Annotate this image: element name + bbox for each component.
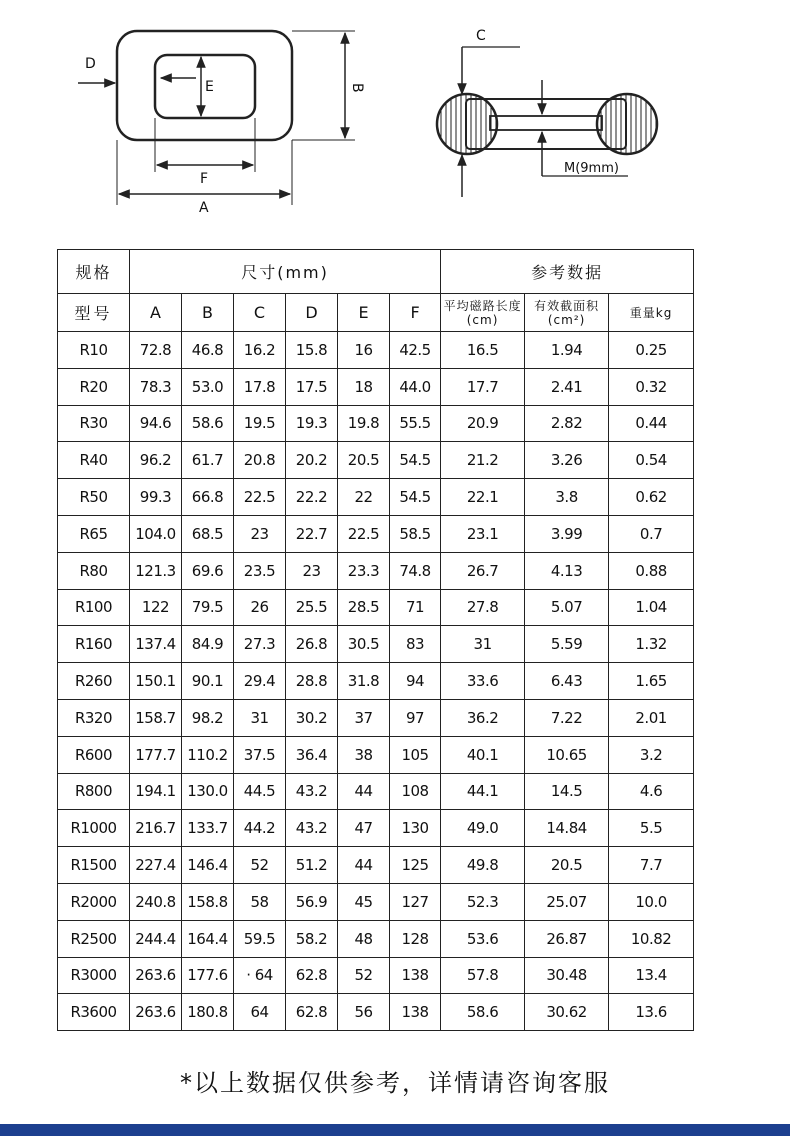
f-cell: 94 — [390, 663, 441, 700]
e-cell: 28.5 — [338, 589, 390, 626]
path-length-cell: 27.8 — [441, 589, 525, 626]
model-header-bottom: 型号 — [58, 294, 130, 332]
b-cell: 69.6 — [182, 552, 234, 589]
weight-cell: 1.32 — [609, 626, 694, 663]
model-cell: R600 — [58, 736, 130, 773]
weight-cell: 10.82 — [609, 920, 694, 957]
effective-area-cell: 20.5 — [525, 847, 609, 884]
spec-table — [57, 249, 694, 1031]
dim-c-label: C — [476, 28, 486, 44]
path-length-cell: 16.5 — [441, 332, 525, 369]
path-length-cell: 36.2 — [441, 699, 525, 736]
a-cell: 158.7 — [130, 699, 182, 736]
d-cell: 22.2 — [286, 479, 338, 516]
e-cell: 47 — [338, 810, 390, 847]
weight-cell: 7.7 — [609, 847, 694, 884]
model-cell: R320 — [58, 699, 130, 736]
path-length-cell: 58.6 — [441, 994, 525, 1031]
model-cell: R40 — [58, 442, 130, 479]
col-b-header: B — [182, 294, 234, 332]
weight-cell: 2.01 — [609, 699, 694, 736]
table-row — [58, 479, 694, 516]
model-cell: R160 — [58, 626, 130, 663]
c-cell: 17.8 — [234, 368, 286, 405]
effective-area-cell: 25.07 — [525, 883, 609, 920]
weight-cell: 0.54 — [609, 442, 694, 479]
model-cell: R50 — [58, 479, 130, 516]
effective-area-cell: 30.62 — [525, 994, 609, 1031]
path-length-cell: 22.1 — [441, 479, 525, 516]
c-cell: 27.3 — [234, 626, 286, 663]
path-length-cell: 49.8 — [441, 847, 525, 884]
b-cell: 164.4 — [182, 920, 234, 957]
table-row — [58, 847, 694, 884]
a-cell: 150.1 — [130, 663, 182, 700]
e-cell: 22 — [338, 479, 390, 516]
dim-a-label: A — [199, 200, 209, 216]
b-cell: 79.5 — [182, 589, 234, 626]
weight-cell: 5.5 — [609, 810, 694, 847]
table-row — [58, 405, 694, 442]
f-cell: 138 — [390, 994, 441, 1031]
dim-b-label: B — [349, 83, 365, 93]
col-f-header: F — [390, 294, 441, 332]
effective-area-cell: 7.22 — [525, 699, 609, 736]
dim-d-label: D — [85, 56, 96, 72]
b-cell: 146.4 — [182, 847, 234, 884]
f-cell: 105 — [390, 736, 441, 773]
b-cell: 158.8 — [182, 883, 234, 920]
d-cell: 56.9 — [286, 883, 338, 920]
model-cell: R2000 — [58, 883, 130, 920]
table-row — [58, 920, 694, 957]
b-cell: 130.0 — [182, 773, 234, 810]
b-cell: 66.8 — [182, 479, 234, 516]
table-row — [58, 368, 694, 405]
weight-cell: 13.4 — [609, 957, 694, 994]
weight-cell: 0.44 — [609, 405, 694, 442]
model-cell: R3600 — [58, 994, 130, 1031]
f-cell: 54.5 — [390, 442, 441, 479]
weight-cell: 0.32 — [609, 368, 694, 405]
f-cell: 42.5 — [390, 332, 441, 369]
d-cell: 62.8 — [286, 957, 338, 994]
d-cell: 43.2 — [286, 773, 338, 810]
model-cell: R65 — [58, 515, 130, 552]
effective-area-cell: 14.5 — [525, 773, 609, 810]
f-cell: 127 — [390, 883, 441, 920]
weight-cell: 0.7 — [609, 515, 694, 552]
table-header-row-top — [58, 250, 694, 294]
effective-area-cell: 5.07 — [525, 589, 609, 626]
path-length-cell: 52.3 — [441, 883, 525, 920]
col-a-header: A — [130, 294, 182, 332]
c-cell: 16.2 — [234, 332, 286, 369]
c-cell: 44.5 — [234, 773, 286, 810]
weight-cell: 0.88 — [609, 552, 694, 589]
a-cell: 263.6 — [130, 957, 182, 994]
path-length-cell: 40.1 — [441, 736, 525, 773]
e-cell: 31.8 — [338, 663, 390, 700]
weight-header: 重量kg — [609, 294, 694, 332]
a-cell: 244.4 — [130, 920, 182, 957]
b-cell: 68.5 — [182, 515, 234, 552]
path-length-cell: 26.7 — [441, 552, 525, 589]
bottom-accent-bar — [0, 1124, 790, 1136]
cross-section-left-circle — [437, 94, 497, 154]
d-cell: 25.5 — [286, 589, 338, 626]
c-cell: 52 — [234, 847, 286, 884]
c-cell: 29.4 — [234, 663, 286, 700]
a-cell: 96.2 — [130, 442, 182, 479]
table-row — [58, 699, 694, 736]
b-cell: 53.0 — [182, 368, 234, 405]
c-cell: 23 — [234, 515, 286, 552]
a-cell: 104.0 — [130, 515, 182, 552]
f-cell: 71 — [390, 589, 441, 626]
e-cell: 30.5 — [338, 626, 390, 663]
model-cell: R1000 — [58, 810, 130, 847]
a-cell: 94.6 — [130, 405, 182, 442]
path-length-cell: 44.1 — [441, 773, 525, 810]
table-header-row-bottom — [58, 294, 694, 332]
table-row — [58, 994, 694, 1031]
dim-m-label: M(9mm) — [564, 161, 619, 176]
a-cell: 121.3 — [130, 552, 182, 589]
a-cell: 72.8 — [130, 332, 182, 369]
c-cell: 37.5 — [234, 736, 286, 773]
table-row — [58, 332, 694, 369]
d-cell: 62.8 — [286, 994, 338, 1031]
effective-area-cell: 14.84 — [525, 810, 609, 847]
path-length-cell: 49.0 — [441, 810, 525, 847]
effective-area-cell: 26.87 — [525, 920, 609, 957]
b-cell: 133.7 — [182, 810, 234, 847]
e-cell: 44 — [338, 847, 390, 884]
d-cell: 26.8 — [286, 626, 338, 663]
c-cell: · 64 — [234, 957, 286, 994]
effective-area-cell: 30.48 — [525, 957, 609, 994]
cross-section-web — [490, 116, 602, 130]
dimension-drawing — [0, 0, 790, 230]
b-cell: 46.8 — [182, 332, 234, 369]
model-cell: R3000 — [58, 957, 130, 994]
table-row — [58, 810, 694, 847]
effective-area-cell: 10.65 — [525, 736, 609, 773]
path-length-cell: 20.9 — [441, 405, 525, 442]
c-cell: 44.2 — [234, 810, 286, 847]
d-cell: 17.5 — [286, 368, 338, 405]
weight-cell: 3.2 — [609, 736, 694, 773]
dim-f-label: F — [200, 171, 209, 187]
f-cell: 128 — [390, 920, 441, 957]
weight-cell: 1.65 — [609, 663, 694, 700]
model-cell: R2500 — [58, 920, 130, 957]
e-cell: 38 — [338, 736, 390, 773]
table-body — [58, 332, 694, 1031]
col-e-header: E — [338, 294, 390, 332]
e-cell: 16 — [338, 332, 390, 369]
col-c-header: C — [234, 294, 286, 332]
path-length-cell: 31 — [441, 626, 525, 663]
a-cell: 122 — [130, 589, 182, 626]
d-cell: 43.2 — [286, 810, 338, 847]
a-cell: 177.7 — [130, 736, 182, 773]
e-cell: 20.5 — [338, 442, 390, 479]
table-row — [58, 957, 694, 994]
effective-area-cell: 5.59 — [525, 626, 609, 663]
e-cell: 37 — [338, 699, 390, 736]
b-cell: 58.6 — [182, 405, 234, 442]
b-cell: 61.7 — [182, 442, 234, 479]
d-cell: 15.8 — [286, 332, 338, 369]
d-cell: 23 — [286, 552, 338, 589]
d-cell: 51.2 — [286, 847, 338, 884]
model-cell: R10 — [58, 332, 130, 369]
core-dimension-diagram — [0, 0, 790, 230]
b-cell: 177.6 — [182, 957, 234, 994]
c-cell: 23.5 — [234, 552, 286, 589]
effective-area-cell: 3.99 — [525, 515, 609, 552]
e-cell: 48 — [338, 920, 390, 957]
model-cell: R100 — [58, 589, 130, 626]
effective-area-cell: 4.13 — [525, 552, 609, 589]
f-cell: 58.5 — [390, 515, 441, 552]
effective-area-cell: 1.94 — [525, 332, 609, 369]
f-cell: 108 — [390, 773, 441, 810]
table-row — [58, 552, 694, 589]
d-cell: 58.2 — [286, 920, 338, 957]
weight-cell: 0.25 — [609, 332, 694, 369]
effective-area-cell: 3.26 — [525, 442, 609, 479]
footnote: *以上数据仅供参考，详情请咨询客服 — [180, 1069, 610, 1097]
weight-cell: 4.6 — [609, 773, 694, 810]
dim-e-label: E — [205, 79, 214, 95]
f-cell: 130 — [390, 810, 441, 847]
path-length-cell: 57.8 — [441, 957, 525, 994]
weight-cell: 10.0 — [609, 883, 694, 920]
a-cell: 216.7 — [130, 810, 182, 847]
f-cell: 74.8 — [390, 552, 441, 589]
model-cell: R20 — [58, 368, 130, 405]
d-cell: 22.7 — [286, 515, 338, 552]
reference-header: 参考数据 — [441, 250, 694, 294]
table-row — [58, 626, 694, 663]
f-cell: 125 — [390, 847, 441, 884]
effective-area-cell: 3.8 — [525, 479, 609, 516]
col-d-header: D — [286, 294, 338, 332]
d-cell: 19.3 — [286, 405, 338, 442]
c-cell: 64 — [234, 994, 286, 1031]
effective-area-cell: 2.41 — [525, 368, 609, 405]
d-cell: 28.8 — [286, 663, 338, 700]
weight-cell: 1.04 — [609, 589, 694, 626]
f-cell: 55.5 — [390, 405, 441, 442]
e-cell: 45 — [338, 883, 390, 920]
c-cell: 58 — [234, 883, 286, 920]
b-cell: 84.9 — [182, 626, 234, 663]
path-length-header: 平均磁路长度(cm) — [441, 294, 525, 332]
path-length-cell: 53.6 — [441, 920, 525, 957]
table-row — [58, 442, 694, 479]
f-cell: 44.0 — [390, 368, 441, 405]
path-length-cell: 23.1 — [441, 515, 525, 552]
b-cell: 90.1 — [182, 663, 234, 700]
table-row — [58, 773, 694, 810]
weight-cell: 0.62 — [609, 479, 694, 516]
path-length-cell: 17.7 — [441, 368, 525, 405]
e-cell: 56 — [338, 994, 390, 1031]
d-cell: 20.2 — [286, 442, 338, 479]
a-cell: 99.3 — [130, 479, 182, 516]
model-header-top: 规格 — [58, 250, 130, 294]
model-cell: R30 — [58, 405, 130, 442]
f-cell: 83 — [390, 626, 441, 663]
c-cell: 26 — [234, 589, 286, 626]
e-cell: 23.3 — [338, 552, 390, 589]
f-cell: 97 — [390, 699, 441, 736]
effective-area-cell: 2.82 — [525, 405, 609, 442]
a-cell: 137.4 — [130, 626, 182, 663]
c-cell: 20.8 — [234, 442, 286, 479]
a-cell: 78.3 — [130, 368, 182, 405]
path-length-cell: 33.6 — [441, 663, 525, 700]
c-cell: 22.5 — [234, 479, 286, 516]
table-row — [58, 663, 694, 700]
a-cell: 194.1 — [130, 773, 182, 810]
table-row — [58, 515, 694, 552]
e-cell: 18 — [338, 368, 390, 405]
a-cell: 240.8 — [130, 883, 182, 920]
f-cell: 138 — [390, 957, 441, 994]
d-cell: 30.2 — [286, 699, 338, 736]
table-row — [58, 883, 694, 920]
c-cell: 19.5 — [234, 405, 286, 442]
weight-cell: 13.6 — [609, 994, 694, 1031]
effective-area-header: 有效截面积(cm²) — [525, 294, 609, 332]
e-cell: 44 — [338, 773, 390, 810]
model-cell: R1500 — [58, 847, 130, 884]
model-cell: R260 — [58, 663, 130, 700]
b-cell: 180.8 — [182, 994, 234, 1031]
cross-section-right-circle — [597, 94, 657, 154]
table-row — [58, 736, 694, 773]
a-cell: 227.4 — [130, 847, 182, 884]
b-cell: 98.2 — [182, 699, 234, 736]
c-cell: 59.5 — [234, 920, 286, 957]
d-cell: 36.4 — [286, 736, 338, 773]
a-cell: 263.6 — [130, 994, 182, 1031]
c-cell: 31 — [234, 699, 286, 736]
e-cell: 22.5 — [338, 515, 390, 552]
b-cell: 110.2 — [182, 736, 234, 773]
model-cell: R800 — [58, 773, 130, 810]
table-row — [58, 589, 694, 626]
model-cell: R80 — [58, 552, 130, 589]
e-cell: 52 — [338, 957, 390, 994]
e-cell: 19.8 — [338, 405, 390, 442]
dimensions-header: 尺寸(mm) — [130, 250, 441, 294]
effective-area-cell: 6.43 — [525, 663, 609, 700]
path-length-cell: 21.2 — [441, 442, 525, 479]
f-cell: 54.5 — [390, 479, 441, 516]
